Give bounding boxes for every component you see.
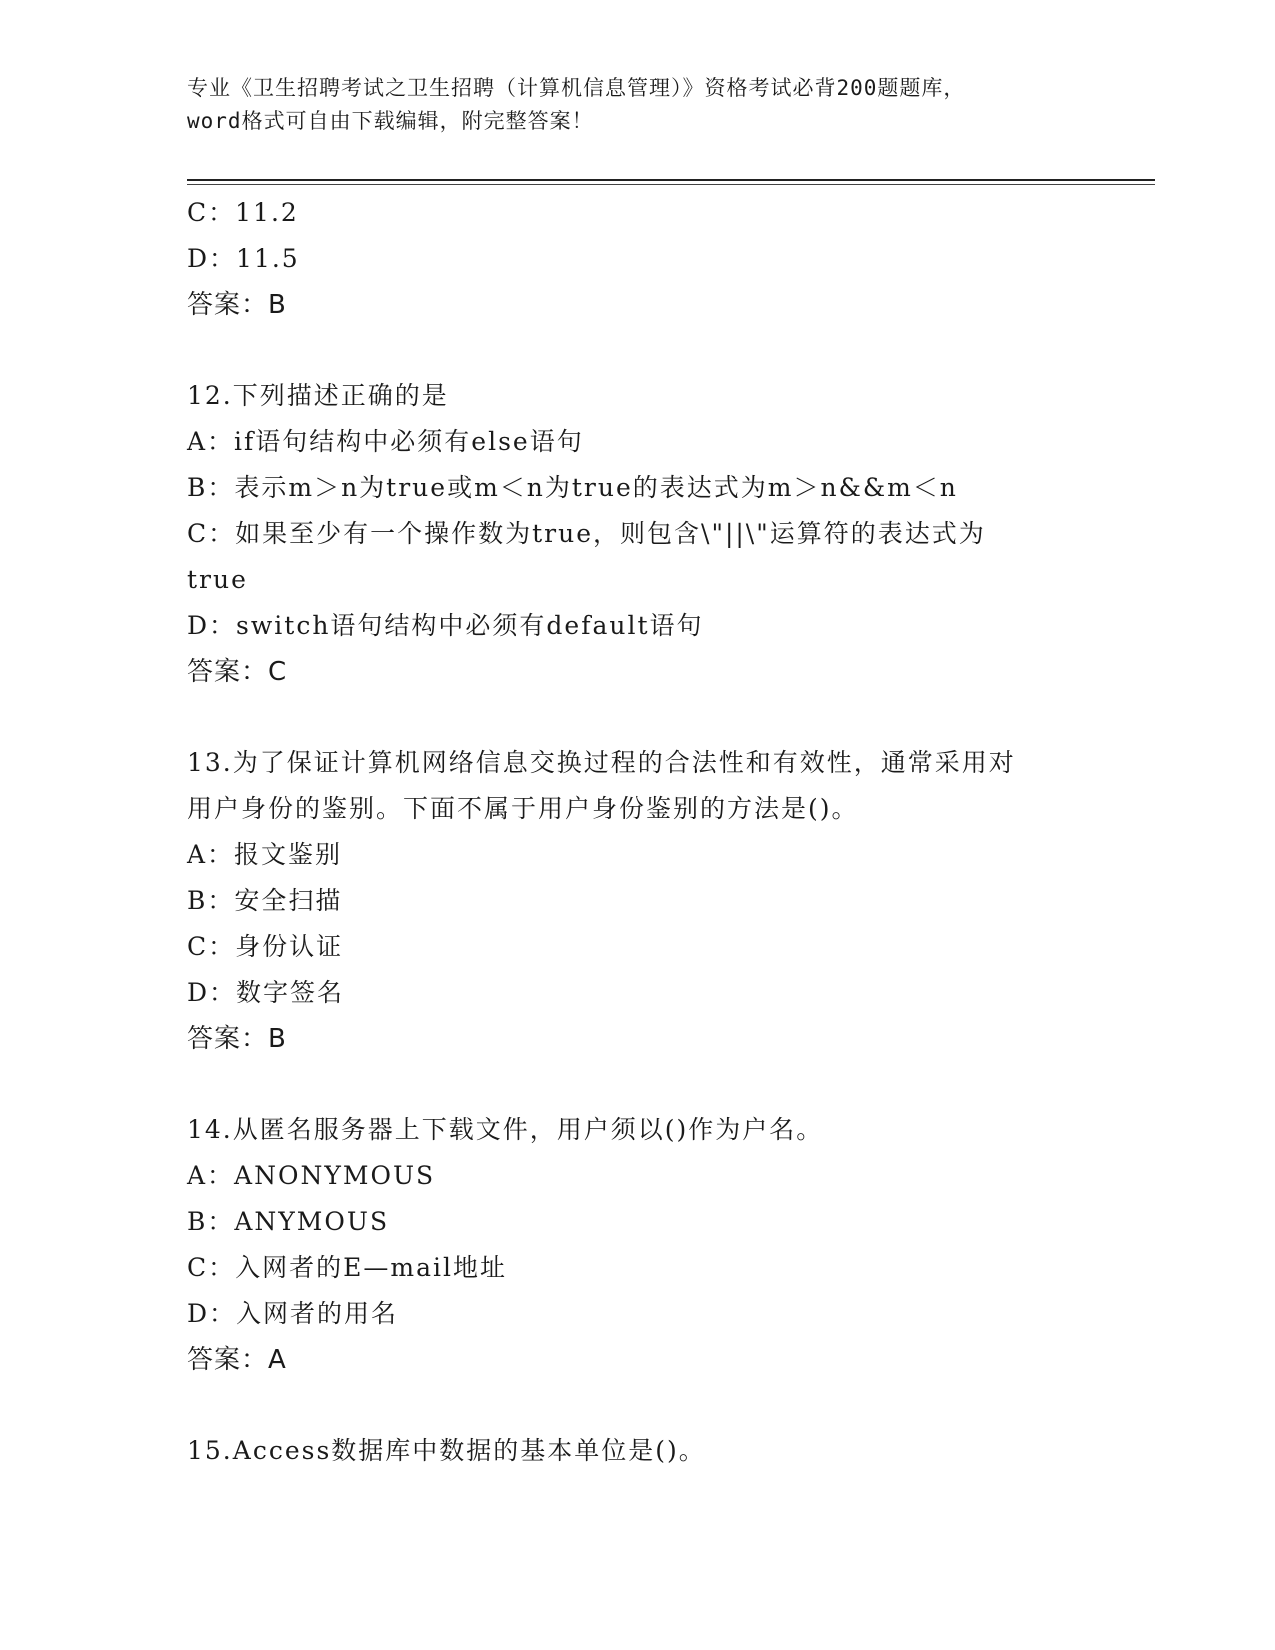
- header-line-1: 专业《卫生招聘考试之卫生招聘（计算机信息管理）》资格考试必背200题题库，: [187, 76, 966, 100]
- q14-answer: 答案：A: [187, 1345, 287, 1375]
- q12-option-d: D：switch语句结构中必须有default语句: [187, 611, 704, 640]
- q12-option-c-line2: true: [187, 565, 248, 594]
- document-header: [187, 72, 1087, 138]
- header-line-2: word格式可自由下载编辑，附完整答案！: [187, 109, 594, 133]
- q13-option-b: B：安全扫描: [187, 886, 343, 915]
- header-divider-thick: [187, 179, 1155, 181]
- q12-title: 12.下列描述正确的是: [187, 381, 449, 410]
- header-divider-thin: [187, 184, 1155, 185]
- q14-option-c: C：入网者的E—mail地址: [187, 1253, 507, 1282]
- q12-option-c-line1: C：如果至少有一个操作数为true，则包含\"||\"运算符的表达式为: [187, 519, 986, 548]
- q13-option-a: A：报文鉴别: [187, 840, 343, 869]
- q13-title-line2: 用户身份的鉴别。下面不属于用户身份鉴别的方法是()。: [187, 794, 859, 823]
- q14-title: 14.从匿名服务器上下载文件，用户须以()作为户名。: [187, 1115, 824, 1144]
- q13-option-d: D：数字签名: [187, 978, 345, 1007]
- q12-answer: 答案：C: [187, 657, 288, 687]
- q13-answer: 答案：B: [187, 1024, 287, 1054]
- q12-option-a: A：if语句结构中必须有else语句: [187, 427, 584, 456]
- q15-title: 15.Access数据库中数据的基本单位是()。: [187, 1436, 706, 1465]
- q13-option-c: C：身份认证: [187, 932, 344, 961]
- q14-option-b: B：ANYMOUS: [187, 1207, 390, 1236]
- q13-title-line1: 13.为了保证计算机网络信息交换过程的合法性和有效性，通常采用对: [187, 748, 1016, 777]
- q12-option-b: B：表示m＞n为true或m＜n为true的表达式为m＞n&&m＜n: [187, 473, 958, 502]
- prev-answer: 答案：B: [187, 290, 287, 320]
- prev-option-c: C：11.2: [187, 198, 299, 227]
- question-list: [187, 190, 1087, 1474]
- q14-option-d: D：入网者的用名: [187, 1299, 399, 1328]
- prev-option-d: D：11.5: [187, 244, 300, 273]
- q14-option-a: A：ANONYMOUS: [187, 1161, 436, 1190]
